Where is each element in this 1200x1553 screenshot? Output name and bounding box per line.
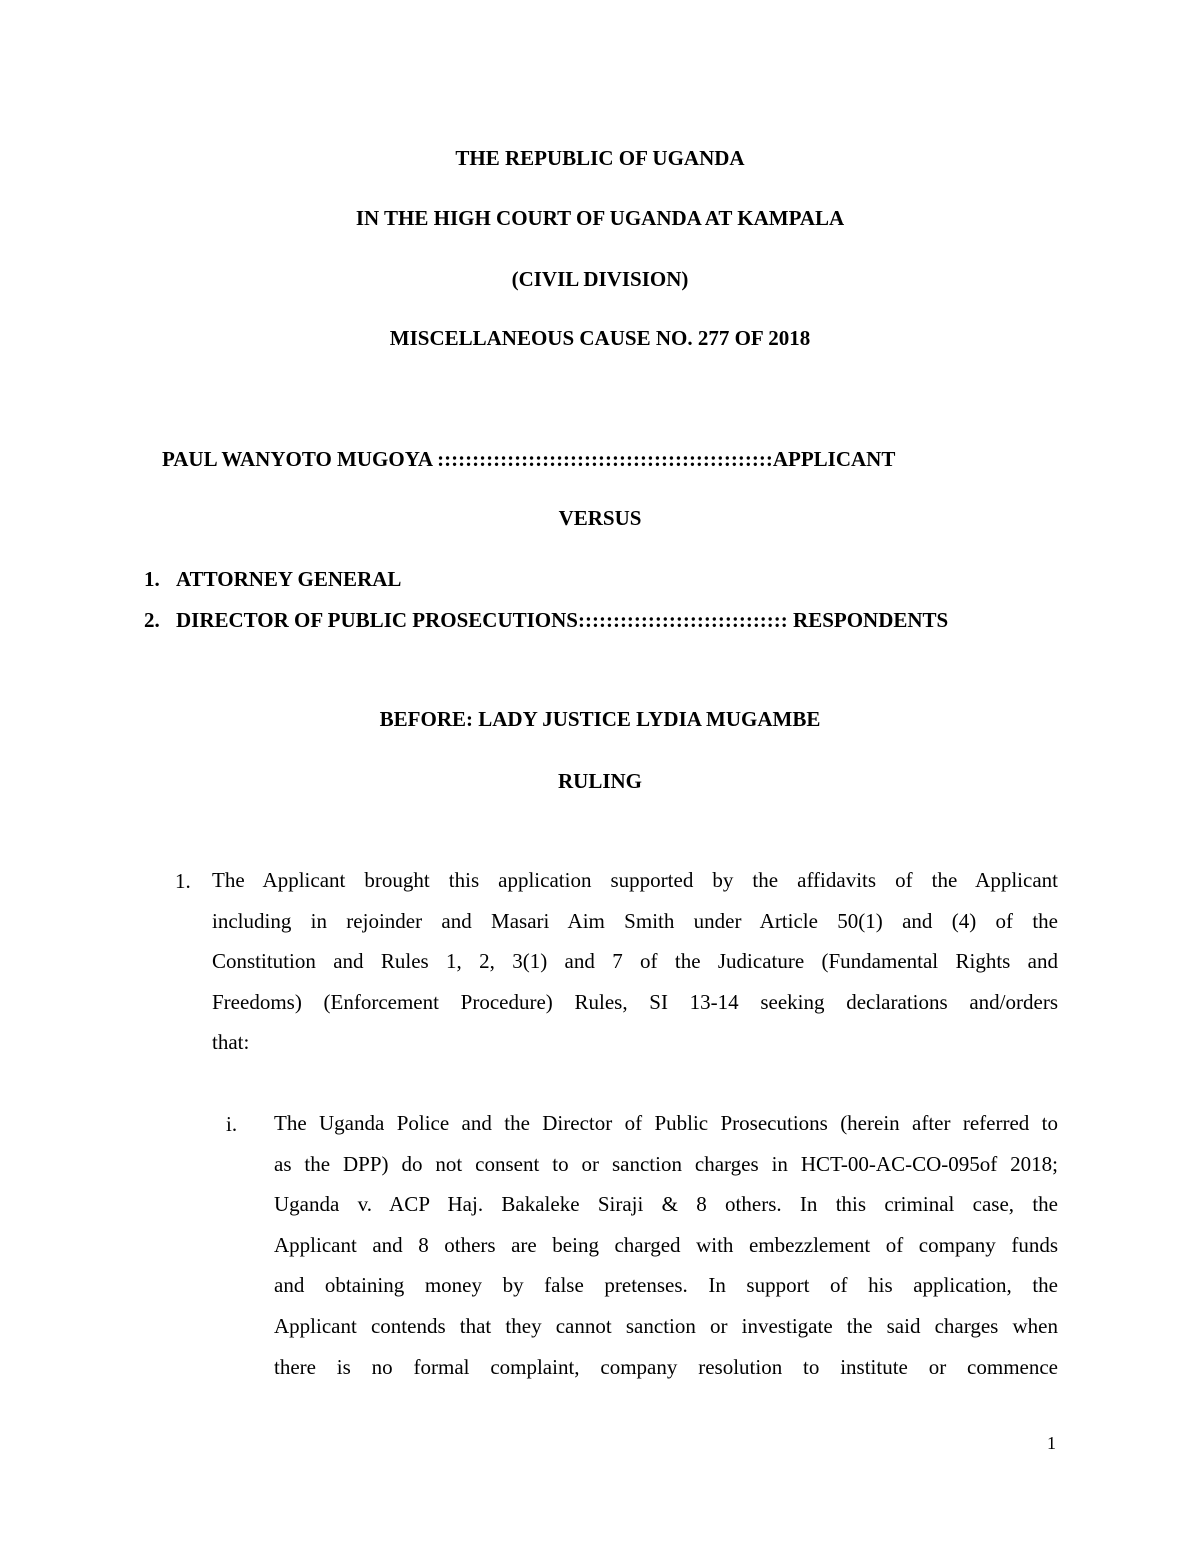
cause-heading: MISCELLANEOUS CAUSE NO. 277 OF 2018 — [389, 326, 811, 350]
division-heading: (CIVIL DIVISION) — [511, 267, 689, 291]
respondent-1: ATTORNEY GENERAL — [176, 567, 402, 591]
paragraph-line: Uganda v. ACP Haj. Bakaleke Siraji & 8 others. In this criminal case, the — [274, 1192, 1058, 1217]
versus-heading: VERSUS — [558, 506, 642, 530]
republic-heading: THE REPUBLIC OF UGANDA — [455, 146, 745, 170]
court-heading: IN THE HIGH COURT OF UGANDA AT KAMPALA — [355, 206, 845, 230]
paragraph-number: 1. — [175, 869, 191, 893]
respondent-number: 2. — [144, 608, 160, 632]
paragraph-1 — [212, 860, 1058, 1063]
paragraph-line: Applicant contends that they cannot sanction or investigate the said charges when — [274, 1313, 1058, 1338]
paragraph-line: including in rejoinder and Masari Aim Smith under Article 50(1) and (4) of the — [212, 908, 1058, 933]
applicant-line: PAUL WANYOTO MUGOYA ::::::::::::::::::::::::::::::::::::::::::::::::APPLICANT — [162, 447, 896, 471]
before-heading: BEFORE: LADY JUSTICE LYDIA MUGAMBE — [379, 707, 821, 731]
paragraph-line: there is no formal complaint, company resolution to institute or commence — [274, 1354, 1058, 1379]
paragraph-line: that: — [212, 1030, 250, 1055]
paragraph-line: Applicant and 8 others are being charged with embezzlement of company funds — [274, 1232, 1058, 1257]
page-number: 1 — [1047, 1433, 1056, 1453]
paragraph-line: and obtaining money by false pretenses. In support of his application, the — [274, 1273, 1058, 1298]
paragraph-line: Freedoms) (Enforcement Procedure) Rules, SI 13-14 seeking declarations and/orders — [212, 989, 1058, 1014]
respondent-number: 1. — [144, 567, 160, 591]
paragraph-line: The Applicant brought this application supported by the affidavits of the Applicant — [212, 868, 1058, 892]
paragraph-line: Constitution and Rules 1, 2, 3(1) and 7 of the Judicature (Fundamental Rights and — [212, 949, 1058, 974]
respondent-2: DIRECTOR OF PUBLIC PROSECUTIONS:::::::::::::::::::::::::::::: RESPONDENTS — [176, 608, 949, 632]
subparagraph-marker: i. — [226, 1112, 238, 1136]
paragraph-line: The Uganda Police and the Director of Public Prosecutions (herein after referred to — [274, 1111, 1058, 1135]
subparagraph-i — [274, 1103, 1058, 1387]
ruling-heading: RULING — [557, 769, 642, 793]
paragraph-line: as the DPP) do not consent to or sanction charges in HCT-00-AC-CO-095of 2018; — [274, 1151, 1058, 1176]
